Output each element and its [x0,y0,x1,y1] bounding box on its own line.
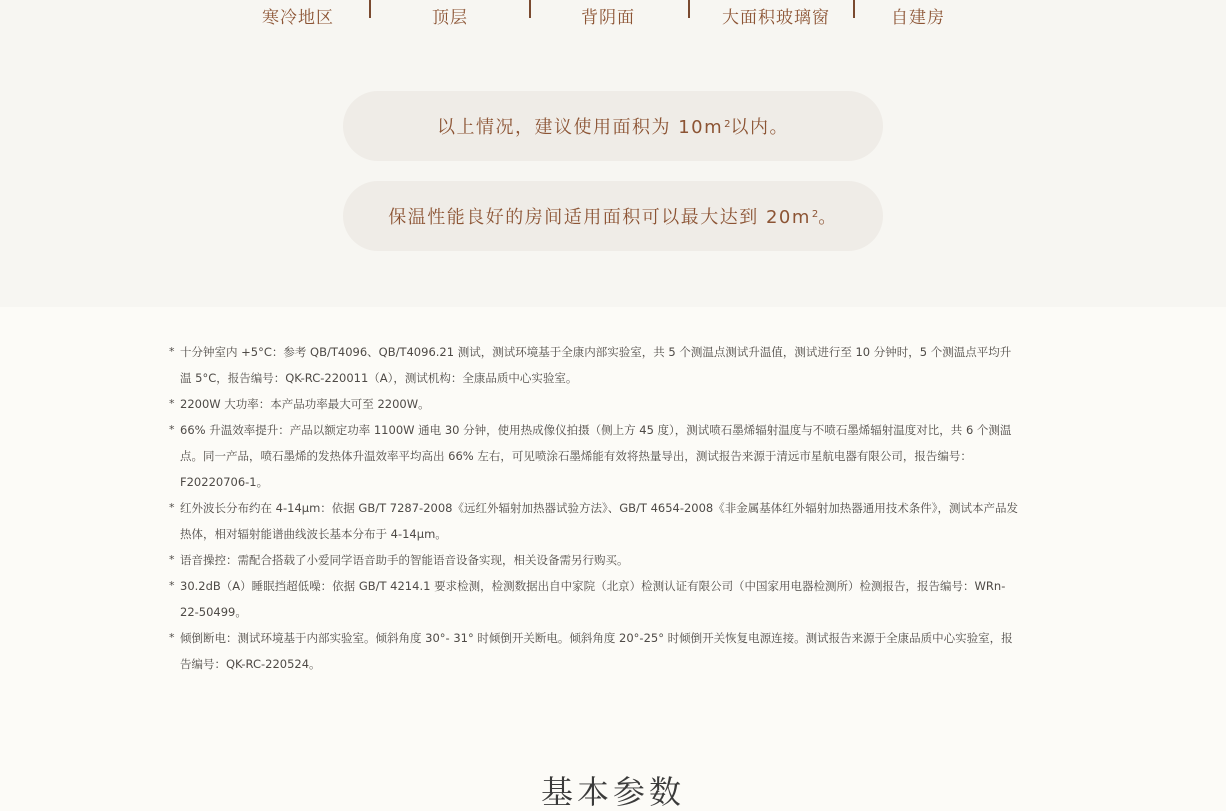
category-top-floor: 顶层 [432,8,468,28]
footnote-marker: * [169,579,175,592]
usage-conditions-section [0,0,1226,307]
recommended-area-suffix: 以内。 [730,117,790,138]
footnote-marker: * [169,423,175,436]
footnote-text: 红外波长分布约在 4-14μm：依据 GB/T 7287-2008《远红外辐射加热器试验方法》、GB/T 4654-2008《非金属基体红外辐射加热器通用技术条件》，测试本产品发热体，相对辐射能谱曲线波长基本分布于 4-14μm。 [180,501,1018,541]
section-heading-basic-params: 基本参数 [540,773,685,811]
footnote-text: 十分钟室内 +5°C：参考 QB/T4096、QB/T4096.21 测试，测试环境基于全康内部实验室，共 5 个测温点测试升温值，测试进行至 10 分钟时，5 个测温点平均升温 5°C，报告编号：QK-RC-220011（A），测试机构：全康品质中心实验室。 [180,345,1012,385]
max-area-suffix: 。 [818,207,838,228]
footnote-text: 30.2dB（A）睡眠挡超低噪：依据 GB/T 4214.1 要求检测，检测数据出自中家院（北京）检测认证有限公司（中国家用电器检测所）检测报告，报告编号：WRn-22-50499。 [180,579,1006,619]
footnote-text: 倾倒断电：测试环境基于内部实验室。倾斜角度 30°- 31° 时倾倒开关断电。倾斜角度 20°-25° 时倾倒开关恢复电源连接。测试报告来源于全康品质中心实验室，报告编号：QK-RC-220524。 [180,631,1013,671]
recommended-area-text: 以上情况，建议使用面积为 10m [436,117,724,138]
footnote-marker: * [169,631,175,644]
footnote-item [169,339,1019,391]
category-cold-region: 寒冷地区 [262,8,334,28]
footnotes-section [0,307,1226,790]
condition-category-row [0,0,1226,40]
category-divider [369,0,371,18]
footnote-item [169,391,1019,417]
superscript-2: 2 [724,118,731,130]
footnote-item [169,625,1019,677]
superscript-2: 2 [811,208,819,220]
footnote-marker: * [169,397,175,410]
footnote-item [169,573,1019,625]
footnote-marker: * [169,501,175,514]
category-divider [688,0,690,18]
footnote-item [169,417,1019,495]
footnote-text: 2200W 大功率：本产品功率最大可至 2200W。 [180,397,430,411]
category-divider [529,0,531,18]
max-area-text: 保温性能良好的房间适用面积可以最大达到 20m [388,207,811,228]
footnote-item [169,547,1019,573]
footnotes-list [169,339,1019,677]
footnote-marker: * [169,553,175,566]
footnote-text: 语音操控：需配合搭载了小爱同学语音助手的智能语音设备实现，相关设备需另行购买。 [180,553,629,567]
category-shaded-side: 背阴面 [581,8,635,28]
footnote-text: 66% 升温效率提升：产品以额定功率 1100W 通电 30 分钟，使用热成像仪拍摄（侧上方 45 度），测试喷石墨烯辐射温度与不喷石墨烯辐射温度对比，共 6 个测温点。同一产品，喷石墨烯的发热体升温效率平均高出 66% 左右，可见喷涂石墨烯能有效将热量导出，测试报告来源于清远市星航电器有限公司，报告编号：F20220706-1。 [180,423,1012,489]
recommended-area-pill [343,91,883,161]
max-area-pill [343,181,883,251]
footnote-item [169,495,1019,547]
footnote-marker: * [169,345,175,358]
category-self-built-house: 自建房 [891,8,945,28]
category-large-glass-window: 大面积玻璃窗 [722,8,830,28]
category-divider [853,0,855,18]
